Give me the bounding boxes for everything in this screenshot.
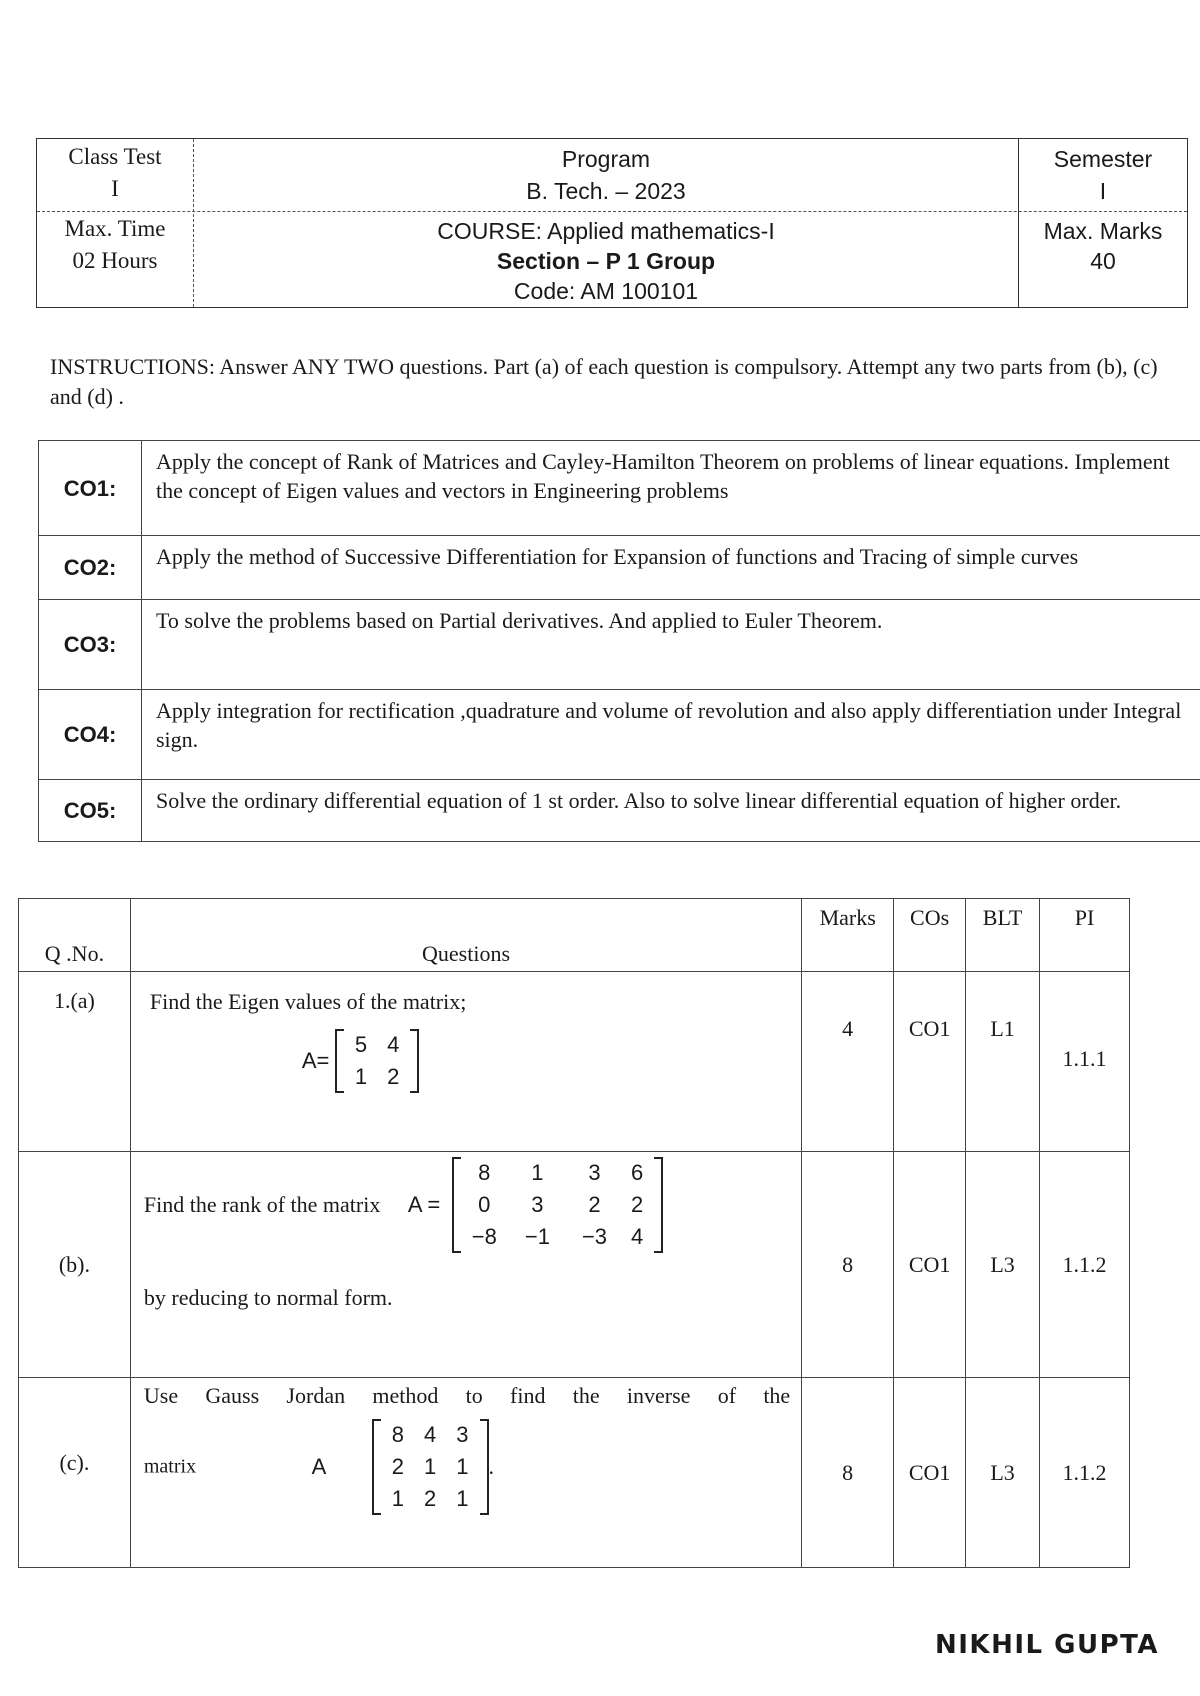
class-test-value: I	[111, 176, 119, 201]
question-cell	[130, 972, 801, 1152]
co-label: CO5:	[39, 780, 142, 842]
course-code: Code: AM 100101	[513, 278, 699, 304]
matrix-entry: 6	[631, 1160, 644, 1185]
max-marks-value: 40	[1090, 248, 1116, 274]
matrix-entry: 1	[424, 1454, 437, 1479]
matrix-entry: 2	[387, 1064, 400, 1089]
co-description: Apply the method of Successive Differentiation for Expansion of functions and Tracing of simple curves	[142, 536, 1200, 600]
performance-indicator: 1.1.1	[1040, 972, 1130, 1152]
header-qno: Q .No.	[19, 899, 131, 972]
exam-header-table	[36, 138, 1188, 308]
blooms-level: L1	[966, 972, 1040, 1152]
matrix-entry: 2	[588, 1192, 601, 1217]
question-text-continued: by reducing to normal form.	[143, 1285, 393, 1310]
co-row	[39, 441, 1200, 536]
matrix-entry: 1	[391, 1486, 405, 1511]
matrix-entry: 1	[531, 1160, 544, 1185]
matrix-entry: −8	[471, 1224, 497, 1249]
co-description: To solve the problems based on Partial derivatives. And applied to Euler Theorem.	[142, 600, 1200, 690]
class-test-label: Class Test	[68, 144, 162, 169]
performance-indicator: 1.1.2	[1040, 1152, 1130, 1378]
blooms-level: L3	[966, 1152, 1040, 1378]
questions-table	[18, 898, 1130, 1568]
course-outcome: CO1	[894, 1378, 966, 1568]
co-row	[39, 600, 1200, 690]
matrix-label: A	[311, 1454, 327, 1479]
matrix-entry: 2	[424, 1486, 437, 1511]
semester-label: Semester	[1053, 146, 1153, 172]
marks: 4	[802, 972, 894, 1152]
co-row	[39, 780, 1200, 842]
matrix-label: A =	[407, 1192, 441, 1217]
header-marks: Marks	[802, 899, 894, 972]
section: Section – P 1 Group	[496, 248, 716, 274]
matrix-entry: 2	[631, 1192, 644, 1217]
matrix-entry: 8	[478, 1160, 491, 1185]
matrix	[452, 1157, 664, 1253]
course-outcome: CO1	[894, 972, 966, 1152]
matrix-entry: 3	[456, 1422, 469, 1447]
author-signature: NIKHIL GUPTA	[935, 1630, 1159, 1660]
matrix-entry: −1	[524, 1224, 550, 1249]
matrix	[372, 1419, 489, 1515]
course-outcome: CO1	[894, 1152, 966, 1378]
header-right-column	[1018, 139, 1187, 307]
co-label: CO3:	[39, 600, 142, 690]
matrix-entry: 1	[456, 1486, 469, 1511]
blooms-level: L3	[966, 1378, 1040, 1568]
matrix-entry: 1	[456, 1454, 469, 1479]
question-text: Use Gauss Jordan method to find the inverse of the	[143, 1383, 791, 1408]
marks: 8	[802, 1378, 894, 1568]
header-left-column	[37, 139, 194, 307]
matrix-label: A=	[301, 1048, 330, 1073]
questions-header-row	[19, 899, 1130, 972]
co-description: Apply integration for rectification ,quadrature and volume of revolution and also apply differentiation under Integral sign.	[142, 690, 1200, 780]
matrix-block	[132, 1017, 800, 1093]
question-text: Find the rank of the matrix	[143, 1192, 381, 1217]
instructions: INSTRUCTIONS: Answer ANY TWO questions. Part (a) of each question is compulsory. Attempt any two parts from (b), (c) and (d) .	[50, 354, 1158, 409]
semester-value: I	[1099, 178, 1107, 204]
co-description: Apply the concept of Rank of Matrices and Cayley-Hamilton Theorem on problems of linear equations. Implement the concept of Eigen values and vectors in Engineering problems	[142, 441, 1200, 536]
matrix-entry: 3	[531, 1192, 544, 1217]
marks: 8	[802, 1152, 894, 1378]
program-value: B. Tech. – 2023	[526, 178, 686, 204]
period-mark: .	[488, 1454, 495, 1479]
header-blt: BLT	[966, 899, 1040, 972]
matrix-line	[132, 1153, 800, 1253]
program-label: Program	[561, 146, 651, 172]
matrix	[335, 1029, 420, 1093]
co-label: CO4:	[39, 690, 142, 780]
max-time-value: 02 Hours	[72, 248, 158, 273]
matrix-line	[132, 1409, 800, 1515]
matrix-entry: −3	[581, 1224, 608, 1249]
course-outcomes-table	[38, 440, 1200, 842]
question-number: 1.(a)	[19, 972, 131, 1152]
performance-indicator: 1.1.2	[1040, 1378, 1130, 1568]
matrix-entry: 2	[391, 1454, 405, 1479]
matrix-entry: 8	[391, 1422, 405, 1447]
matrix-entry: 1	[354, 1064, 368, 1089]
question-row	[19, 1378, 1130, 1568]
max-time-label: Max. Time	[64, 216, 166, 241]
question-text-continued: matrix	[143, 1455, 197, 1478]
header-cos: COs	[894, 899, 966, 972]
header-questions: Questions	[130, 899, 801, 972]
co-row	[39, 536, 1200, 600]
matrix-entry: 3	[588, 1160, 601, 1185]
matrix-entry: 4	[424, 1422, 437, 1447]
matrix-entry: 4	[387, 1032, 400, 1057]
question-number: (c).	[19, 1378, 131, 1568]
co-description: Solve the ordinary differential equation of 1 st order. Also to solve linear differential equation of higher order.	[142, 780, 1200, 842]
co-label: CO1:	[39, 441, 142, 536]
max-marks-label: Max. Marks	[1043, 218, 1163, 244]
matrix-entry: 5	[354, 1032, 368, 1057]
matrix-entry: 0	[478, 1192, 491, 1217]
course-title: COURSE: Applied mathematics-I	[437, 218, 775, 244]
question-text: Find the Eigen values of the matrix;	[149, 989, 467, 1014]
question-cell	[130, 1378, 801, 1568]
matrix-entry: 4	[631, 1224, 644, 1249]
header-pi: PI	[1040, 899, 1130, 972]
header-divider	[37, 211, 1187, 212]
question-row	[19, 972, 1130, 1152]
co-label: CO2:	[39, 536, 142, 600]
question-cell	[130, 1152, 801, 1378]
co-row	[39, 690, 1200, 780]
question-number: (b).	[19, 1152, 131, 1378]
question-row	[19, 1152, 1130, 1378]
